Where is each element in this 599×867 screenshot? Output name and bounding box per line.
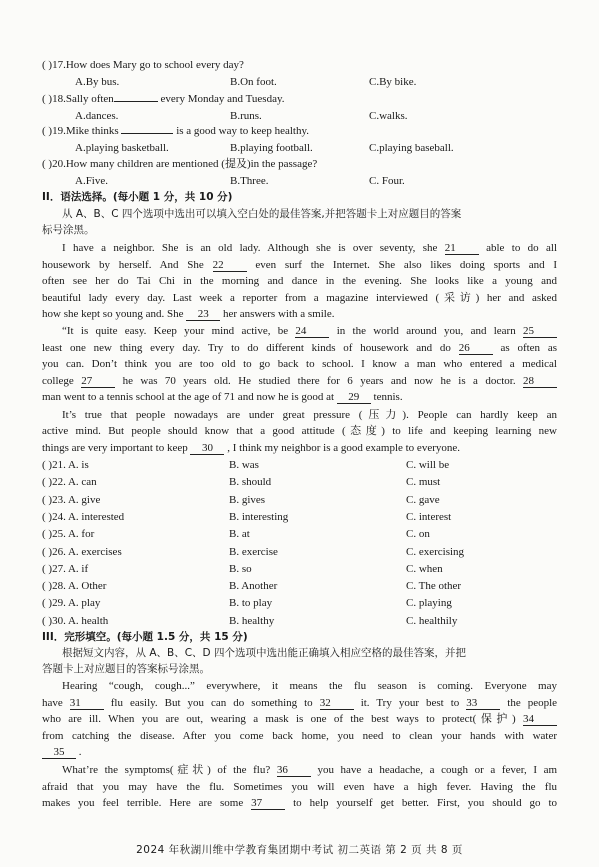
option-c: C. will be <box>406 459 450 471</box>
q18-option-b: B.runs. <box>230 110 262 122</box>
paragraph-line <box>62 325 557 338</box>
option-b: B. gives <box>229 493 266 506</box>
option-b: B. Another <box>229 580 278 593</box>
q20-option-b: B.Three. <box>230 175 269 187</box>
text-run: I have a neighbor. She is an old lady. Although she is over seventy, she <box>62 242 438 254</box>
paragraph-line <box>42 358 557 371</box>
text-run: how she kept so young and. She <box>42 308 184 320</box>
blank-number: 34 <box>523 714 557 726</box>
text-run: What’re the symptoms(症状) of the flu? <box>62 764 271 776</box>
text-run: it. Try your best to <box>360 697 460 709</box>
paragraph-line <box>42 342 557 355</box>
paragraph-line <box>42 781 557 794</box>
option-c: C. on <box>406 528 430 541</box>
paragraph-line <box>62 409 557 422</box>
option-n: ( )27. A. if <box>42 562 89 575</box>
text-run: things are very important to keep <box>42 442 188 454</box>
blank-number: 24 <box>295 326 329 338</box>
paragraph-line <box>42 697 557 710</box>
page-footer: 2024 年秋湖川维中学教育集团期中考试 初二英语 第 2 页 共 8 页 <box>136 844 463 856</box>
paragraph-line <box>42 391 403 404</box>
q19-stem: ( )19.Mike thinks is a good way to keep healthy. <box>42 125 309 137</box>
option-b: B. healthy <box>229 614 275 627</box>
paragraph-line <box>62 764 557 777</box>
option-c: C. playing <box>406 597 452 610</box>
q20-stem: ( )20.How many children are mentioned (提及)in the passage? <box>42 158 318 170</box>
option-b: B. was <box>229 459 259 471</box>
paragraph-line <box>42 746 82 759</box>
blank-number: 25 <box>523 326 557 338</box>
text-run: flu easily. But you can do something to <box>110 697 313 709</box>
text-run: the people <box>507 697 558 709</box>
q17-option-a: A.By bus. <box>75 76 120 88</box>
section-3-title: III．完形填空。(每小题 1.5 分，共 15 分) <box>42 631 248 643</box>
blank-number: 23 <box>186 309 220 321</box>
option-c: C. exercising <box>406 545 465 558</box>
q19-option-c: C.playing baseball. <box>369 142 454 154</box>
paragraph-line <box>42 797 557 810</box>
text-run: tennis. <box>373 391 403 403</box>
blank-number: 36 <box>277 765 311 777</box>
text-run: her answers with a smile. <box>222 308 335 320</box>
q20-option-a: A.Five. <box>75 175 108 187</box>
paragraph-line <box>42 425 557 438</box>
paragraph-line <box>42 713 557 726</box>
option-c: C. must <box>406 476 441 489</box>
option-n: ( )22. A. can <box>42 476 97 489</box>
paragraph-line <box>62 680 557 693</box>
text-run: college <box>42 375 74 387</box>
blank-number: 37 <box>251 798 285 810</box>
text-run: you can. Don’t think you are too old to go back to school. I know a man who entered a medical <box>42 358 557 370</box>
section-2-title: II．语法选择。(每小题 1 分，共 10 分) <box>42 191 233 203</box>
option-b: B. interesting <box>229 510 289 523</box>
text-run: . <box>78 746 82 758</box>
option-n: ( )29. A. play <box>42 597 101 610</box>
paragraph-line <box>42 275 557 288</box>
text-run: “It is quite easy. Keep your mind active, be <box>62 325 289 337</box>
blank-number: 31 <box>70 698 104 710</box>
option-n: ( )23. A. give <box>42 493 101 506</box>
paragraph-line <box>42 442 460 455</box>
q17-option-c: C.By bike. <box>369 76 417 88</box>
option-b: B. should <box>229 476 272 489</box>
paragraph-line <box>42 308 334 321</box>
text-run: from catching the disease. After you come back home, you need to clean your hands with water <box>42 730 557 742</box>
option-n: ( )30. A. health <box>42 614 109 627</box>
text-run: have <box>42 697 63 709</box>
text-run: housework by herself. And She <box>42 259 204 271</box>
text-run: active mind. But people should know that a good attitude (态度) to life and keeping learning new <box>42 425 557 437</box>
option-c: C. interest <box>406 510 452 523</box>
option-b: B. to play <box>229 597 273 610</box>
text-run: beautiful lady every day. Last week a reporter from a magazine interviewed (采访) her and asked <box>42 292 557 304</box>
option-n: ( )24. A. interested <box>42 510 125 523</box>
q19-option-b: B.playing football. <box>230 142 313 154</box>
text-run: It’s true that people nowadays are under great pressure (压力). People can hardly keep an <box>62 409 557 421</box>
text-run: Hearing “cough, cough...” everywhere, it means the flu season is coming. Everyone may <box>62 680 557 692</box>
option-n: ( )21. A. is <box>42 459 89 471</box>
text-run: man went to a tennis school at the age of 71 and now he is good at <box>42 391 335 403</box>
blank-number: 22 <box>213 260 247 272</box>
blank-number: 28 <box>523 376 557 388</box>
option-c: C. when <box>406 562 443 575</box>
text-run: to help yourself get better. First, you should go to <box>293 797 558 809</box>
text-run: , I think my neighbor is a good example to everyone. <box>227 442 460 454</box>
text-run: who are ill. When you are out, wearing a mask is one of the best ways to protect(保护) <box>42 713 516 725</box>
blank-number: 29 <box>337 392 371 404</box>
text-run: you have a headache, a cough or a fever, I am <box>317 764 558 776</box>
paragraph-line <box>42 730 557 743</box>
section-2-instruction: 从 A、B、C 四个选项中选出可以填入空白处的最佳答案,并把答题卡上对应题目的答案 <box>62 208 462 220</box>
blank-number: 33 <box>466 698 500 710</box>
blank-number: 27 <box>81 376 115 388</box>
option-c: C. healthily <box>406 614 458 627</box>
option-n: ( )25. A. for <box>42 528 95 541</box>
option-b: B. so <box>229 562 252 575</box>
text-run: as often as <box>500 342 557 354</box>
option-n: ( )26. A. exercises <box>42 545 122 558</box>
text-run: even surf the Internet. She also likes doing sports and I <box>255 259 558 271</box>
text-run: makes you feel terrible. Here are some <box>42 797 244 809</box>
blank-number: 32 <box>320 698 354 710</box>
paragraph-line <box>42 259 557 272</box>
q18-stem: ( )18.Sally often every Monday and Tuesday. <box>42 93 285 105</box>
q19-option-a: A.playing basketball. <box>75 142 169 154</box>
option-b: B. exercise <box>229 545 278 558</box>
text-run: least one new thing every day. Try to do different kinds of housework and do <box>42 342 451 354</box>
q20-option-c: C. Four. <box>369 175 405 187</box>
paragraph-line <box>62 242 557 255</box>
section-3-instruction: 根据短文内容，从 A、B、C、D 四个选项中选出能正确填入相应空格的最佳答案，并把 <box>62 647 466 659</box>
section-3-instruction-cont: 答题卡上对应题目的答案标号涂黑。 <box>42 663 210 675</box>
text-run: he was 70 years old. He studied there for 6 years and now he is a doctor. <box>122 375 516 387</box>
text-run: in the world around you, and learn <box>336 325 516 337</box>
blank-number: 35 <box>42 747 76 759</box>
text-run: often see her do Tai Chi in the morning and dance in the evening. She looks like a young and <box>42 275 557 287</box>
option-c: C. gave <box>406 493 440 506</box>
option-c: C. The other <box>406 580 462 593</box>
text-run: afraid that you may have the flu. Sometimes you will even have a high fever. Having the flu <box>42 781 557 793</box>
q18-option-a: A.dances. <box>75 110 119 122</box>
q18-option-c: C.walks. <box>369 110 408 122</box>
blank-number: 26 <box>459 343 493 355</box>
paragraph-line <box>42 292 557 305</box>
text-run: able to do all <box>486 242 557 254</box>
paragraph-line <box>42 375 557 388</box>
blank-number: 21 <box>445 243 479 255</box>
section-2-instruction-cont: 标号涂黑。 <box>42 224 95 236</box>
option-n: ( )28. A. Other <box>42 580 107 593</box>
blank-number: 30 <box>190 443 224 455</box>
q17-stem: ( )17.How does Mary go to school every day? <box>42 59 244 71</box>
q17-option-b: B.On foot. <box>230 76 277 88</box>
option-b: B. at <box>229 528 250 541</box>
